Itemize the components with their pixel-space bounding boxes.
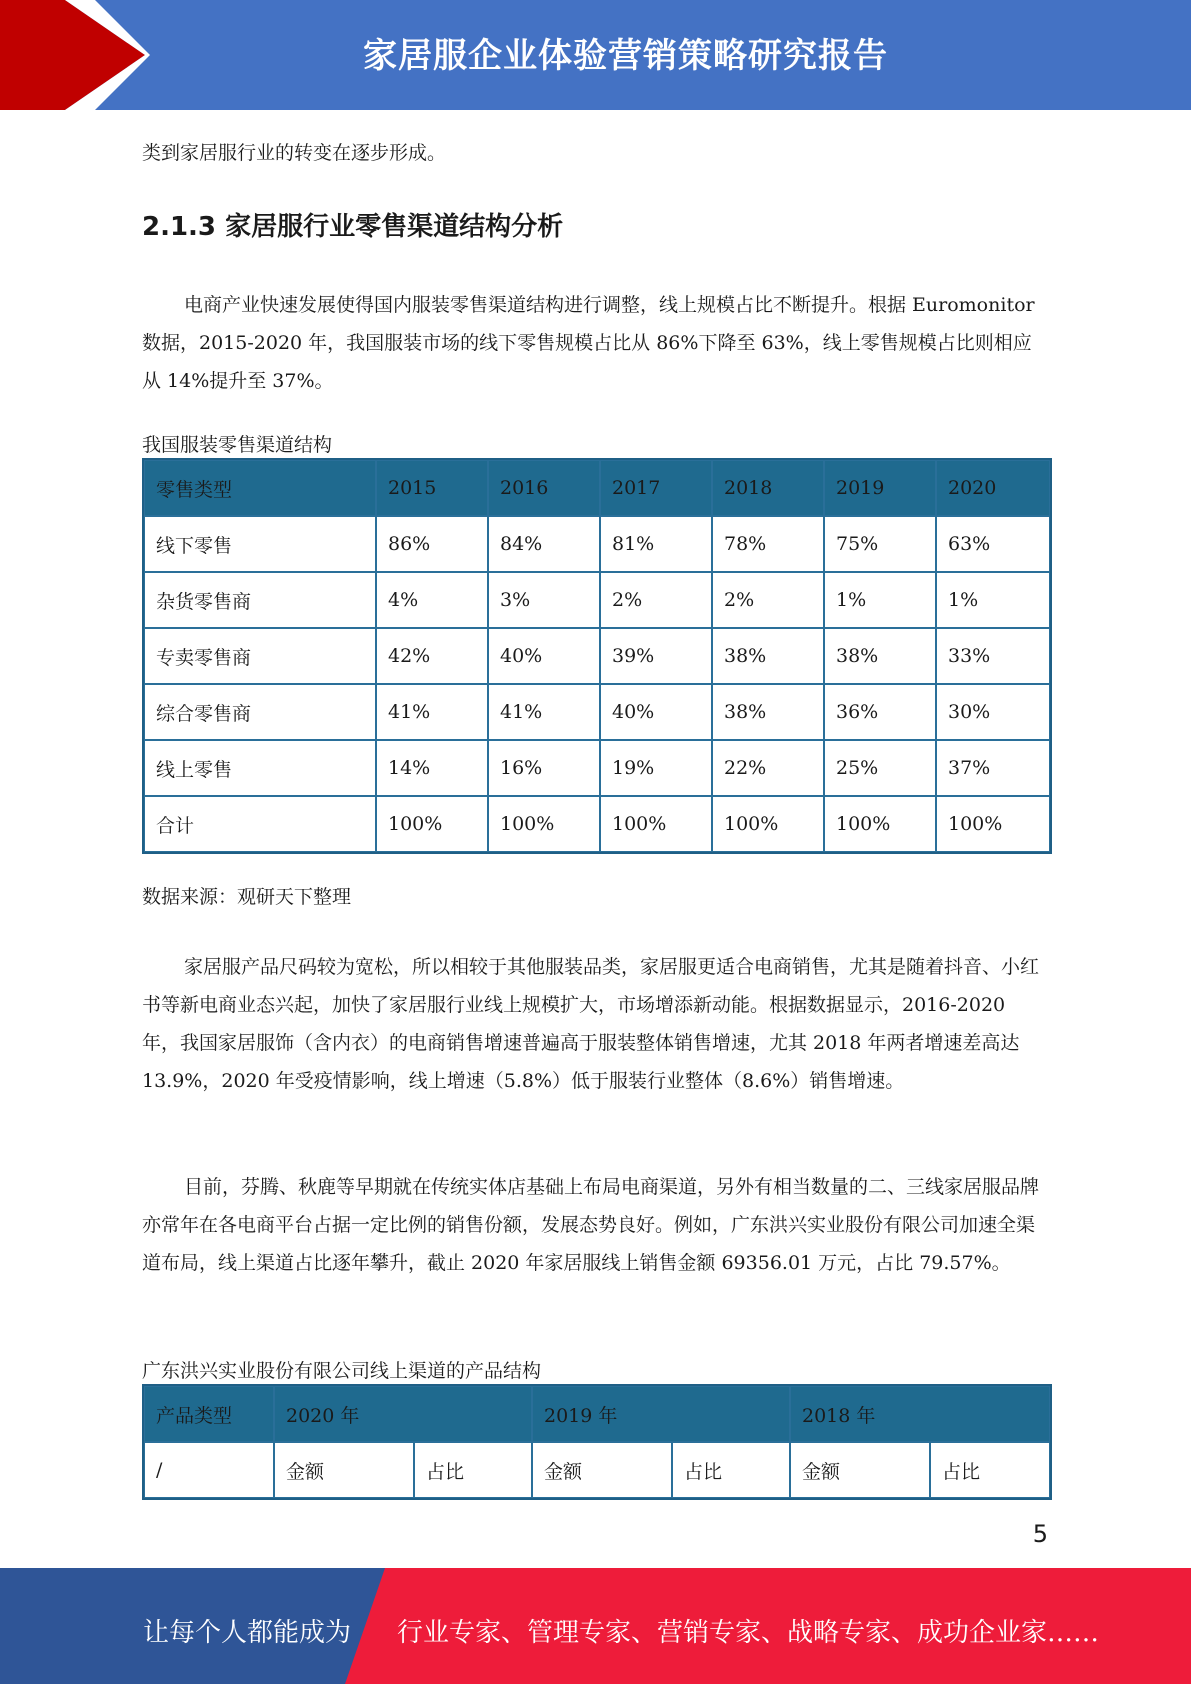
page-footer bbox=[0, 1568, 1191, 1684]
table2-cell: 金额 bbox=[274, 1442, 414, 1498]
table1-cell: 42% bbox=[376, 628, 488, 684]
table1-row bbox=[144, 572, 1050, 628]
footer-slogan-left: 让每个人都能成为 bbox=[143, 1618, 352, 1648]
table1-cell: 41% bbox=[488, 684, 600, 740]
table1-header-cell: 2018 bbox=[712, 460, 824, 516]
table1-header-row bbox=[144, 460, 1050, 516]
table1-header-cell: 2015 bbox=[376, 460, 488, 516]
table1-cell: 100% bbox=[712, 796, 824, 852]
table1-cell: 综合零售商 bbox=[144, 684, 376, 740]
table1-cell: 22% bbox=[712, 740, 824, 796]
table1-cell: 75% bbox=[824, 516, 936, 572]
table1-cell: 33% bbox=[936, 628, 1050, 684]
table1-row bbox=[144, 684, 1050, 740]
table2-cell: 占比 bbox=[930, 1442, 1050, 1498]
page-number: 5 bbox=[1032, 1520, 1048, 1548]
table1-header-cell: 2016 bbox=[488, 460, 600, 516]
table1-cell: 25% bbox=[824, 740, 936, 796]
table1-cell: 37% bbox=[936, 740, 1050, 796]
footer-slogan-right: 行业专家、管理专家、营销专家、战略专家、成功企业家…… bbox=[397, 1618, 1100, 1648]
table1-cell: 16% bbox=[488, 740, 600, 796]
table2-cell: 占比 bbox=[414, 1442, 532, 1498]
table1-cell: 4% bbox=[376, 572, 488, 628]
table1-row bbox=[144, 516, 1050, 572]
table1-cell: 3% bbox=[488, 572, 600, 628]
table2-row bbox=[144, 1442, 1050, 1498]
table1-caption: 我国服装零售渠道结构 bbox=[142, 434, 333, 456]
table1-cell: 39% bbox=[600, 628, 712, 684]
table1-header-cell: 2017 bbox=[600, 460, 712, 516]
product-structure-table bbox=[142, 1384, 1052, 1500]
page-header bbox=[0, 0, 1191, 110]
table2-caption: 广东洪兴实业股份有限公司线上渠道的产品结构 bbox=[142, 1360, 542, 1382]
table2-cell: 金额 bbox=[790, 1442, 930, 1498]
table1-cell: 1% bbox=[936, 572, 1050, 628]
table1-cell: 38% bbox=[712, 628, 824, 684]
paragraph-1: 电商产业快速发展使得国内服装零售渠道结构进行调整，线上规模占比不断提升。根据 Euromonitor 数据，2015-2020 年，我国服装市场的线下零售规模占比从 86%下降至 63%，线上零售规模占比则相应从 14%提升至 37%。 bbox=[142, 294, 1035, 392]
table2-header-cell: 2018 年 bbox=[790, 1386, 1050, 1442]
header-title: 家居服企业体验营销策略研究报告 bbox=[363, 36, 888, 76]
table1-cell: 78% bbox=[712, 516, 824, 572]
table1-cell: 19% bbox=[600, 740, 712, 796]
table1-cell: 14% bbox=[376, 740, 488, 796]
table1-cell: 100% bbox=[600, 796, 712, 852]
table1-header-cell: 2020 bbox=[936, 460, 1050, 516]
table2-cell: 金额 bbox=[532, 1442, 672, 1498]
table1-cell: 38% bbox=[712, 684, 824, 740]
table1-cell: 86% bbox=[376, 516, 488, 572]
table1-cell: 100% bbox=[824, 796, 936, 852]
table1-cell: 38% bbox=[824, 628, 936, 684]
table1-cell: 线上零售 bbox=[144, 740, 376, 796]
table1-header-cell: 零售类型 bbox=[144, 460, 376, 516]
table1-cell: 杂货零售商 bbox=[144, 572, 376, 628]
table1-cell: 84% bbox=[488, 516, 600, 572]
paragraph-2: 家居服产品尺码较为宽松，所以相较于其他服装品类，家居服更适合电商销售，尤其是随着抖音、小红书等新电商业态兴起，加快了家居服行业线上规模扩大，市场增添新动能。根据数据显示，2016-2020 年，我国家居服饰（含内衣）的电商销售增速普遍高于服装整体销售增速，尤其 2018 年两者增速差高达 13.9%，2020 年受疫情影响，线上增速（5.8%）低于服装行业整体（8.6%）销售增速。 bbox=[142, 956, 1040, 1092]
table1-row bbox=[144, 740, 1050, 796]
table2-header-cell: 产品类型 bbox=[144, 1386, 274, 1442]
table1-cell: 1% bbox=[824, 572, 936, 628]
retail-channel-table bbox=[142, 458, 1052, 854]
table2-header-row bbox=[144, 1386, 1050, 1442]
table2-cell: 占比 bbox=[672, 1442, 790, 1498]
table1-cell: 41% bbox=[376, 684, 488, 740]
table1-row bbox=[144, 628, 1050, 684]
table1-cell: 40% bbox=[600, 684, 712, 740]
table2-header-cell: 2020 年 bbox=[274, 1386, 532, 1442]
table1-row bbox=[144, 796, 1050, 852]
table1-source: 数据来源：观研天下整理 bbox=[142, 886, 352, 908]
table2-header-cell: 2019 年 bbox=[532, 1386, 790, 1442]
table1-cell: 81% bbox=[600, 516, 712, 572]
paragraph-3: 目前，芬腾、秋鹿等早期就在传统实体店基础上布局电商渠道，另外有相当数量的二、三线家居服品牌亦常年在各电商平台占据一定比例的销售份额，发展态势良好。例如，广东洪兴实业股份有限公司加速全渠道布局，线上渠道占比逐年攀升，截止 2020 年家居服线上销售金额 69356.01 万元，占比 79.57%。 bbox=[142, 1176, 1040, 1274]
table1-cell: 100% bbox=[488, 796, 600, 852]
table1-cell: 合计 bbox=[144, 796, 376, 852]
section-heading: 2.1.3 家居服行业零售渠道结构分析 bbox=[142, 212, 564, 242]
table1-cell: 2% bbox=[600, 572, 712, 628]
table1-cell: 专卖零售商 bbox=[144, 628, 376, 684]
table1-cell: 36% bbox=[824, 684, 936, 740]
table1-cell: 30% bbox=[936, 684, 1050, 740]
table1-cell: 63% bbox=[936, 516, 1050, 572]
table2-cell: / bbox=[144, 1442, 274, 1498]
table1-cell: 2% bbox=[712, 572, 824, 628]
table1-cell: 40% bbox=[488, 628, 600, 684]
table1-cell: 100% bbox=[376, 796, 488, 852]
table1-cell: 线下零售 bbox=[144, 516, 376, 572]
table1-cell: 100% bbox=[936, 796, 1050, 852]
table1-header-cell: 2019 bbox=[824, 460, 936, 516]
continuation-text: 类到家居服行业的转变在逐步形成。 bbox=[142, 142, 447, 164]
